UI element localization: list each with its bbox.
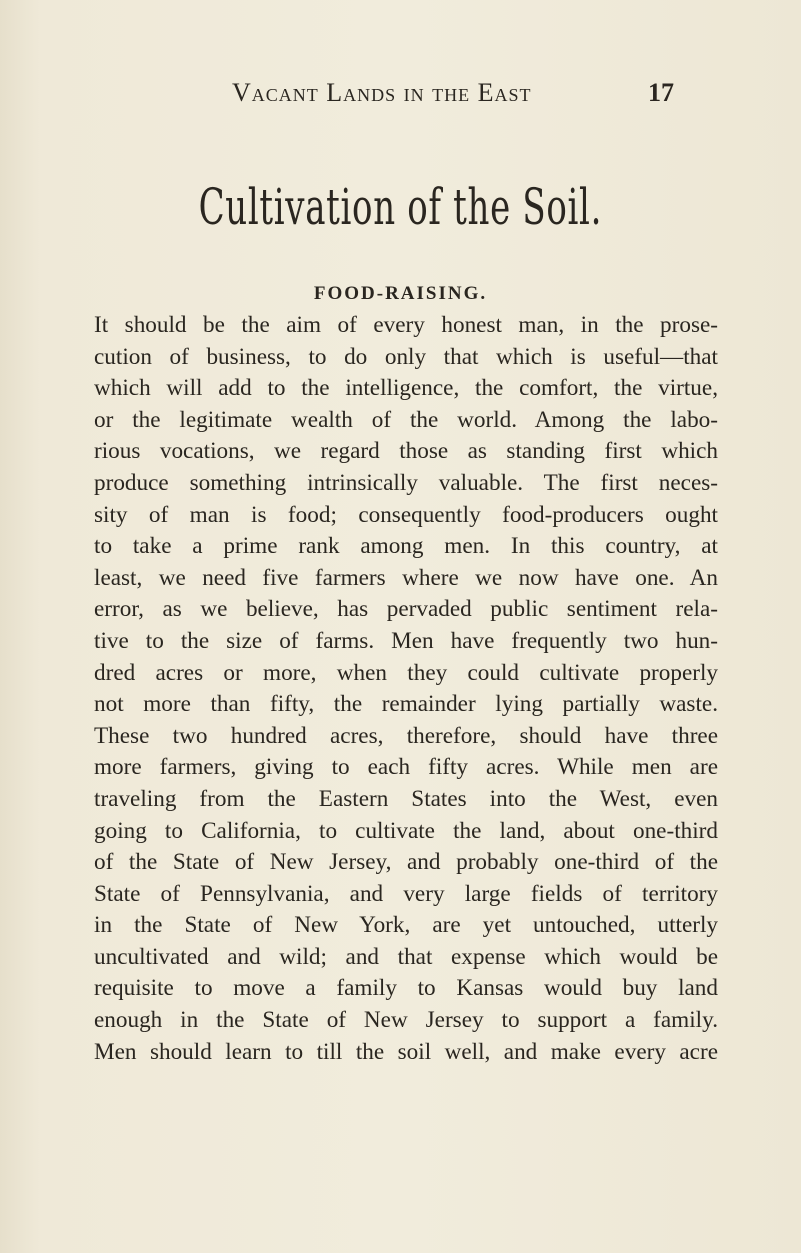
page-number: 17 <box>648 78 674 107</box>
text-line: requisite to move a family to Kansas would buy land <box>94 975 718 1002</box>
page-header <box>0 78 801 118</box>
text-line: tive to the size of farms. Men have frequently two hun- <box>94 627 718 654</box>
text-line: of the State of New Jersey, and probably one-third of the <box>94 849 718 876</box>
text-line: uncultivated and wild; and that expense which would be <box>94 943 718 970</box>
text-line: enough in the State of New Jersey to support a family. <box>94 1007 718 1034</box>
section-heading: Cultivation of the Soil. <box>198 178 603 236</box>
text-line: produce something intrinsically valuable. The first neces- <box>94 469 718 496</box>
text-line: It should be the aim of every honest man, in the prose- <box>94 312 718 338</box>
text-line: traveling from the Eastern States into the West, even <box>94 785 718 812</box>
text-line: not more than fifty, the remainder lying partially waste. <box>94 691 718 718</box>
text-line: to take a prime rank among men. In this country, at <box>94 533 718 560</box>
body-paragraph <box>94 310 718 1068</box>
text-line: which will add to the intelligence, the comfort, the virtue, <box>94 375 718 402</box>
text-line: These two hundred acres, therefore, should have three <box>94 722 718 749</box>
text-line: dred acres or more, when they could cultivate properly <box>94 659 718 686</box>
text-line: or the legitimate wealth of the world. Among the labo- <box>94 406 718 433</box>
text-line: least, we need five farmers where we now have one. An <box>94 564 718 591</box>
text-line: State of Pennsylvania, and very large fields of territory <box>94 880 718 907</box>
text-line: error, as we believe, has pervaded public sentiment rela- <box>94 596 718 623</box>
text-line: going to California, to cultivate the land, about one-third <box>94 817 718 844</box>
running-title: Vacant Lands in the East <box>232 78 532 107</box>
text-line: in the State of New York, are yet untouched, utterly <box>94 912 718 939</box>
text-line: sity of man is food; consequently food-producers ought <box>94 501 718 528</box>
section-subheading: FOOD-RAISING. <box>313 283 488 304</box>
text-line: cution of business, to do only that which is useful—that <box>94 343 718 370</box>
text-line: rious vocations, we regard those as standing first which <box>94 438 718 465</box>
text-line: Men should learn to till the soil well, and make every acre <box>94 1038 718 1065</box>
text-line: more farmers, giving to each fifty acres. While men are <box>94 754 718 781</box>
